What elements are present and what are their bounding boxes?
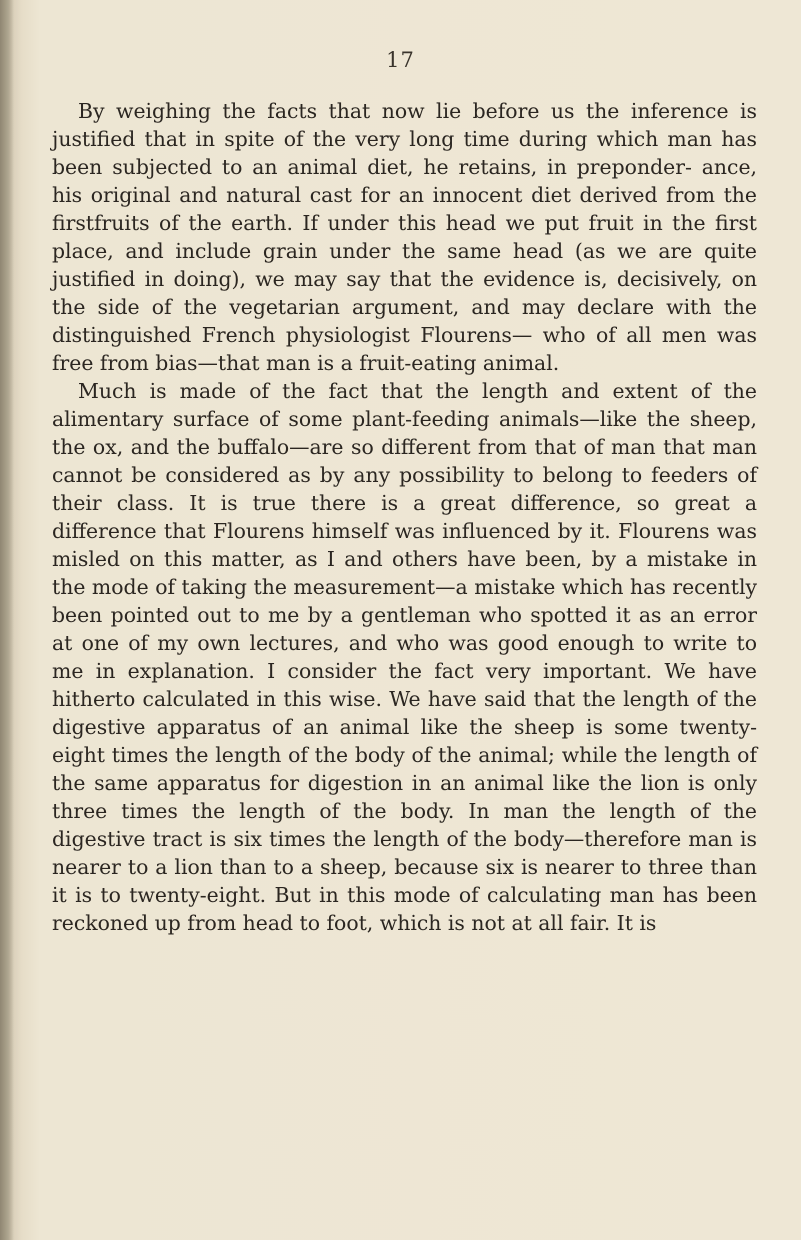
- paragraph-2: Much is made of the fact that the length and extent of the alimentary surface of some plant-feeding animals—like the sheep, the ox, and the buffalo—are so different from that of man that man cannot be considered as by any possibility to belong to feeders of their class. It is true there is a great difference, so great a difference that Flourens himself was influenced by it. Flourens was misled on this matter, as I and others have been, by a mistake in the mode of taking the measurement—a mistake which has recently been pointed out to me by a gentleman who spotted it as an error at one of my own lectures, and who was good enough to write to me in explanation. I consider the fact very important. We have hitherto calculated in this wise. We have said that the length of the digestive apparatus of an animal like the sheep is some twenty-eight times the length of the body of the animal; while the length of the same apparatus for digestion in an animal like the lion is only three times the length of the body. In man the length of the digestive tract is six times the length of the body—therefore man is nearer to a lion than to a sheep, because six is nearer to three than it is to twenty-eight. But in this mode of calculating man has been reckoned up from head to foot, which is not at all fair. It is: [52, 379, 757, 935]
- page-number: 17: [386, 48, 415, 72]
- binding-gutter-shadow: [0, 0, 14, 1240]
- body-text: [52, 97, 757, 937]
- paragraph-1: By weighing the facts that now lie before us the inference is justified that in spite of the very long time during which man has been subjected to an animal diet, he retains, in preponder- ance, his original and natural cast for an innocent diet derived from the firstfruits of the earth. If under this head we put fruit in the first place, and include grain under the same head (as we are quite justified in doing), we may say that the evidence is, decisively, on the side of the vegetarian argument, and may declare with the distinguished French physiologist Flourens— who of all men was free from bias—that man is a fruit-eating animal.: [52, 99, 757, 375]
